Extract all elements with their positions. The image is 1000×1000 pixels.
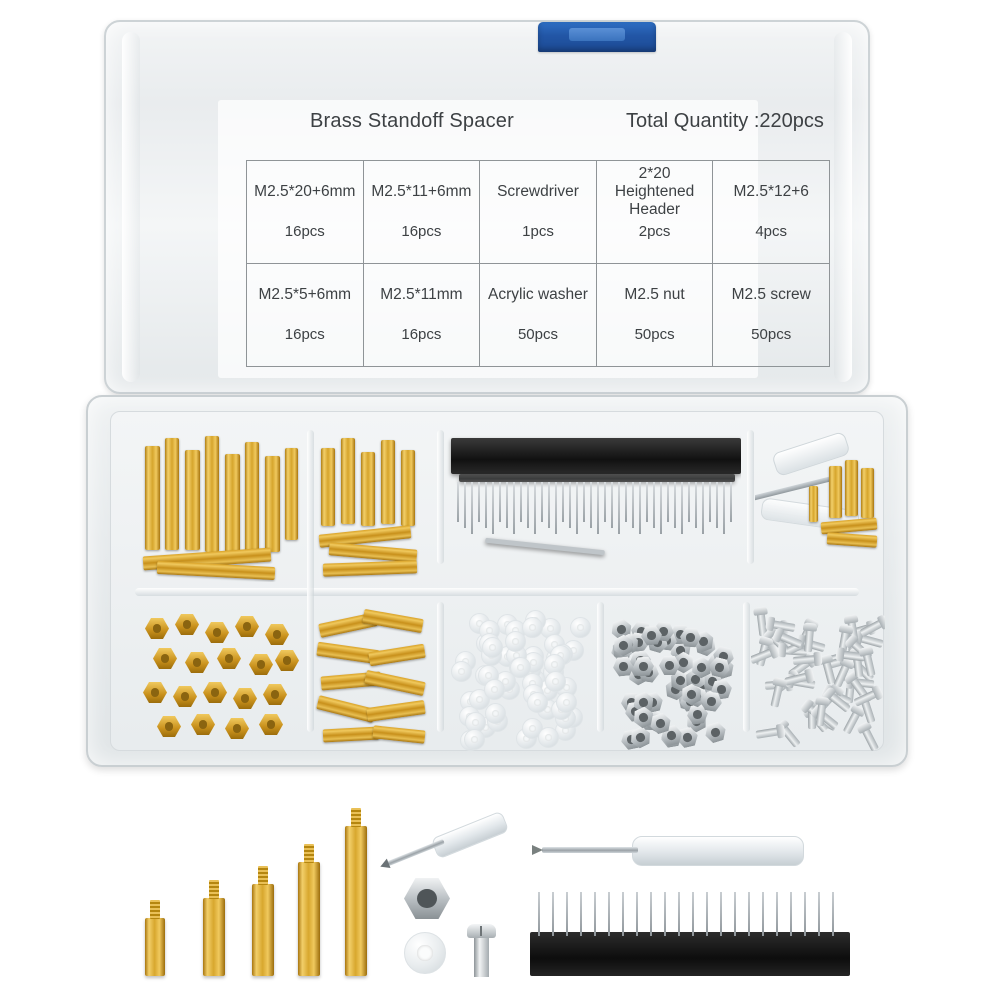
header-pin [650, 892, 652, 936]
bent-pin [485, 538, 605, 556]
header-pin [678, 892, 680, 936]
tray-divider-vertical [743, 602, 750, 732]
header-pin [527, 482, 529, 528]
acrylic-washer [545, 671, 566, 692]
header-pin [723, 482, 725, 534]
header-pin [583, 482, 585, 522]
acrylic-washer [482, 637, 503, 658]
header-pin [646, 482, 648, 522]
header-pin [604, 482, 606, 522]
spec-name: Screwdriver [480, 161, 597, 224]
acrylic-washer [505, 631, 526, 652]
header-pin [471, 482, 473, 534]
acrylic-washer [527, 692, 548, 713]
header-pin [748, 892, 750, 936]
tray-divider-horizontal [135, 588, 859, 596]
spec-qty: 50pcs [480, 326, 597, 367]
spec-name: M2.5*11mm [363, 264, 480, 327]
header-pin [692, 892, 694, 936]
header-pin [552, 892, 554, 936]
header-pin [681, 482, 683, 534]
compartment-acrylic-washers [445, 604, 593, 754]
steel-screw [861, 726, 879, 751]
acrylic-washer [464, 729, 485, 750]
spec-table [246, 160, 830, 367]
spec-name: Acrylic washer [480, 264, 597, 327]
compartment-steel-screws [751, 604, 885, 754]
pin-header-strip [451, 438, 741, 474]
tray-divider-vertical [437, 602, 444, 732]
spec-qty: 16pcs [363, 326, 480, 367]
acrylic-washer [570, 617, 591, 638]
header-pin [541, 482, 543, 522]
compartment-brass-standoff-mix [315, 604, 433, 754]
header-pin [776, 892, 778, 936]
header-pin [492, 482, 494, 534]
header-pin [667, 482, 669, 522]
label-total-quantity: Total Quantity :220pcs [626, 110, 824, 132]
table-row [247, 264, 830, 327]
spec-qty: 50pcs [713, 326, 830, 367]
acrylic-washer [556, 692, 577, 713]
box-base [86, 395, 908, 767]
box-lid [104, 20, 870, 394]
header-pin [709, 482, 711, 522]
compartment-pin-header [445, 430, 741, 582]
header-pin [506, 482, 508, 528]
steel-hex-nut-sample [404, 878, 450, 919]
spec-name: 2*20 Heightened Header [596, 161, 713, 224]
product-label [218, 100, 824, 378]
header-pin [636, 892, 638, 936]
header-pin [555, 482, 557, 534]
table-row [247, 326, 830, 367]
pin-header-sample [530, 892, 850, 982]
header-pin [594, 892, 596, 936]
header-pin [548, 482, 550, 528]
acrylic-washer-sample [404, 932, 446, 974]
latch-notch [569, 28, 625, 41]
header-pin [818, 892, 820, 936]
header-pin [702, 482, 704, 534]
compartment-brass-hex-nuts [135, 604, 305, 754]
header-pin [562, 482, 564, 522]
header-pin [653, 482, 655, 528]
header-pin [478, 482, 480, 522]
standoff-sample-tall [345, 826, 367, 976]
header-pin [520, 482, 522, 522]
header-pin [695, 482, 697, 528]
header-pin [464, 482, 466, 528]
header-pin [457, 482, 459, 522]
header-pin [804, 892, 806, 936]
header-pin [534, 482, 536, 534]
spec-name: M2.5*11+6mm [363, 161, 480, 224]
lid-latch[interactable] [538, 22, 656, 52]
acrylic-washer [510, 657, 531, 678]
header-pin [664, 892, 666, 936]
header-pin [660, 482, 662, 534]
header-pin [625, 482, 627, 522]
spec-name: M2.5 nut [596, 264, 713, 327]
acrylic-washer [485, 703, 506, 724]
acrylic-washer [451, 661, 472, 682]
header-pin [790, 892, 792, 936]
spec-qty: 1pcs [480, 223, 597, 264]
tray-divider-vertical [437, 430, 444, 564]
header-pin [762, 892, 764, 936]
header-pin [622, 892, 624, 936]
header-pin [674, 482, 676, 528]
standoff-sample-2 [203, 898, 225, 976]
header-pin [632, 482, 634, 528]
compartment-steel-hex-nuts [605, 604, 739, 754]
label-title: Brass Standoff Spacer [310, 110, 514, 132]
spec-name: M2.5*12+6 [713, 161, 830, 224]
standoff-sample-3 [252, 884, 274, 976]
header-pin [576, 482, 578, 534]
tray-divider-vertical [747, 430, 754, 564]
spec-qty: 4pcs [713, 223, 830, 264]
header-pin [832, 892, 834, 936]
compartment-medium-brass-standoffs [315, 430, 433, 582]
header-pin [566, 892, 568, 936]
compartment-short-brass-standoffs [757, 430, 885, 582]
steel-screw [793, 655, 818, 665]
steel-screw-sample [474, 935, 489, 977]
spec-name: M2.5 screw [713, 264, 830, 327]
header-pin [706, 892, 708, 936]
header-pin [569, 482, 571, 528]
header-pin [597, 482, 599, 534]
header-pin [734, 892, 736, 936]
spec-qty: 50pcs [596, 326, 713, 367]
table-row [247, 223, 830, 264]
header-pin [611, 482, 613, 528]
tray-divider-vertical [307, 430, 314, 732]
spec-name: M2.5*5+6mm [247, 264, 364, 327]
header-pin [580, 892, 582, 936]
tray-divider-vertical [597, 602, 604, 732]
header-pin [513, 482, 515, 534]
header-pin [485, 482, 487, 528]
compartment-tray [110, 411, 884, 751]
large-screwdriver [524, 824, 804, 880]
spec-qty: 2pcs [596, 223, 713, 264]
header-pin [730, 482, 732, 522]
compartment-long-brass-standoffs [135, 430, 305, 582]
standoff-sample-4 [298, 862, 320, 976]
acrylic-washer [538, 727, 559, 748]
header-pin [538, 892, 540, 936]
small-screwdriver [378, 816, 508, 882]
header-pin [688, 482, 690, 522]
acrylic-washer [522, 617, 543, 638]
header-pin [590, 482, 592, 528]
spec-qty: 16pcs [247, 326, 364, 367]
header-pin [639, 482, 641, 534]
table-row [247, 161, 830, 224]
steel-hex-nut [703, 720, 729, 744]
steel-screw [756, 727, 781, 739]
header-pin [608, 892, 610, 936]
header-pin [720, 892, 722, 936]
acrylic-washer [484, 679, 505, 700]
header-pin [499, 482, 501, 522]
spec-name: M2.5*20+6mm [247, 161, 364, 224]
spec-qty: 16pcs [363, 223, 480, 264]
standoff-sample-small [145, 918, 165, 976]
spec-qty: 16pcs [247, 223, 364, 264]
header-pin [618, 482, 620, 534]
header-pin [716, 482, 718, 528]
